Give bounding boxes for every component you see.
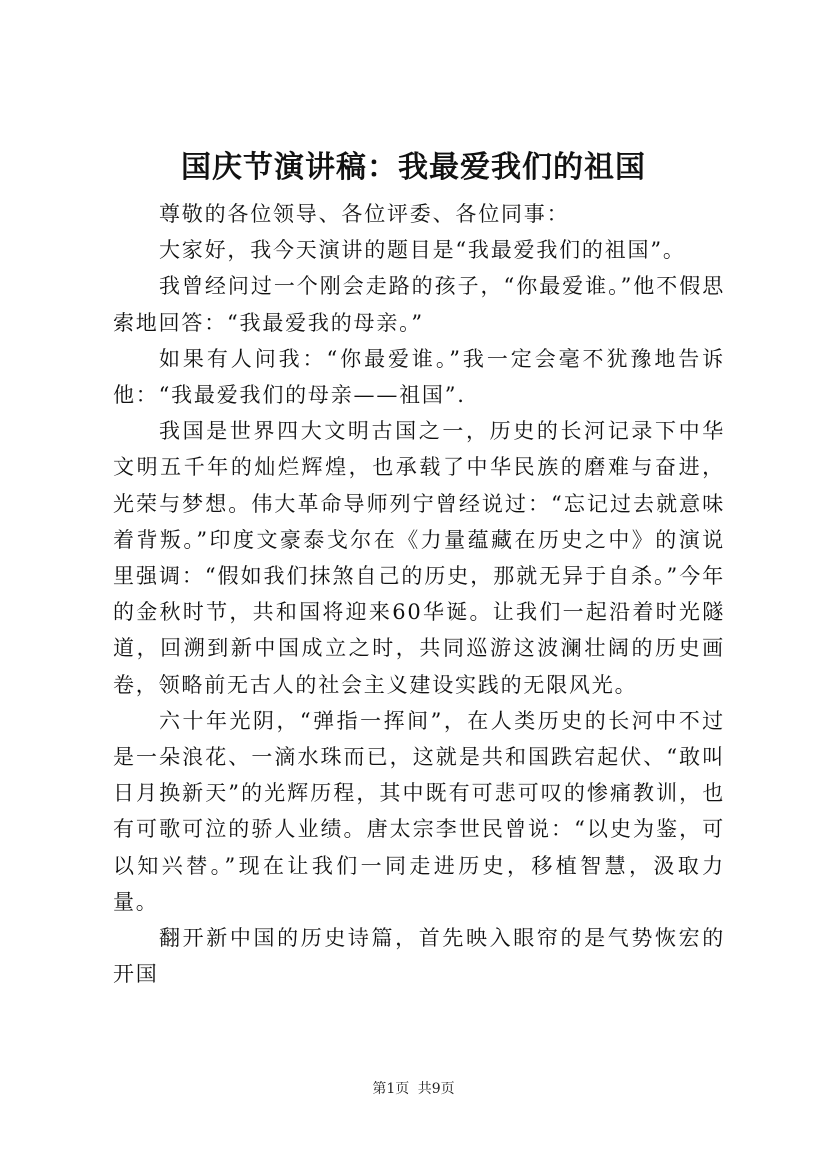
paragraph-greeting: 大家好，我今天演讲的题目是“我最爱我们的祖国”。	[159, 238, 686, 263]
paragraph-history: 我国是世界四大文明古国之一，历史的长河记录下中华文明五千年的灿烂辉煌，也承载了中华民族的磨难与奋进，光荣与梦想。伟大革命导师列宁曾经说过：“忘记过去就意味着背叛。”印度文豪泰戈尔在《力量蕴藏在历史之中》的演说里强调：“假如我们抹煞自己的历史，那就无异于自杀。”今年的金秋时节，共和国将迎来60华诞。让我们一起沿着时光隧道，回溯到新中国成立之时，共同巡游这波澜壮阔的历史画卷，领略前无古人的社会主义建设实践的无限风光。	[113, 419, 725, 697]
body-text	[113, 196, 725, 992]
paragraph-my-answer: 如果有人问我：“你最爱谁。”我一定会毫不犹豫地告诉他：“我最爱我们的母亲——祖国”.	[113, 346, 725, 408]
paragraph-child-question: 我曾经问过一个刚会走路的孩子，“你最爱谁。”他不假思索地回答：“我最爱我的母亲。”	[113, 274, 725, 335]
paragraph-salutation: 尊敬的各位领导、各位评委、各位同事：	[159, 202, 570, 226]
page-title: 国庆节演讲稿：我最爱我们的祖国	[181, 150, 646, 185]
paragraph-sixty-years: 六十年光阴，“弹指一挥间”，在人类历史的长河中不过是一朵浪花、一滴水珠而已，这就是共和国跌宕起伏、“敢叫日月换新天”的光辉历程，其中既有可悲可叹的惨痛教训，也有可歌可泣的骄人业绩。唐太宗李世民曾说：“以史为鉴，可以知兴替。”现在让我们一同走进历史，移植智慧，汲取力量。	[113, 708, 725, 914]
paragraph-new-china: 翻开新中国的历史诗篇，首先映入眼帘的是气势恢宏的开国	[113, 926, 725, 987]
page-footer: 第1页 共9页	[372, 1081, 455, 1097]
